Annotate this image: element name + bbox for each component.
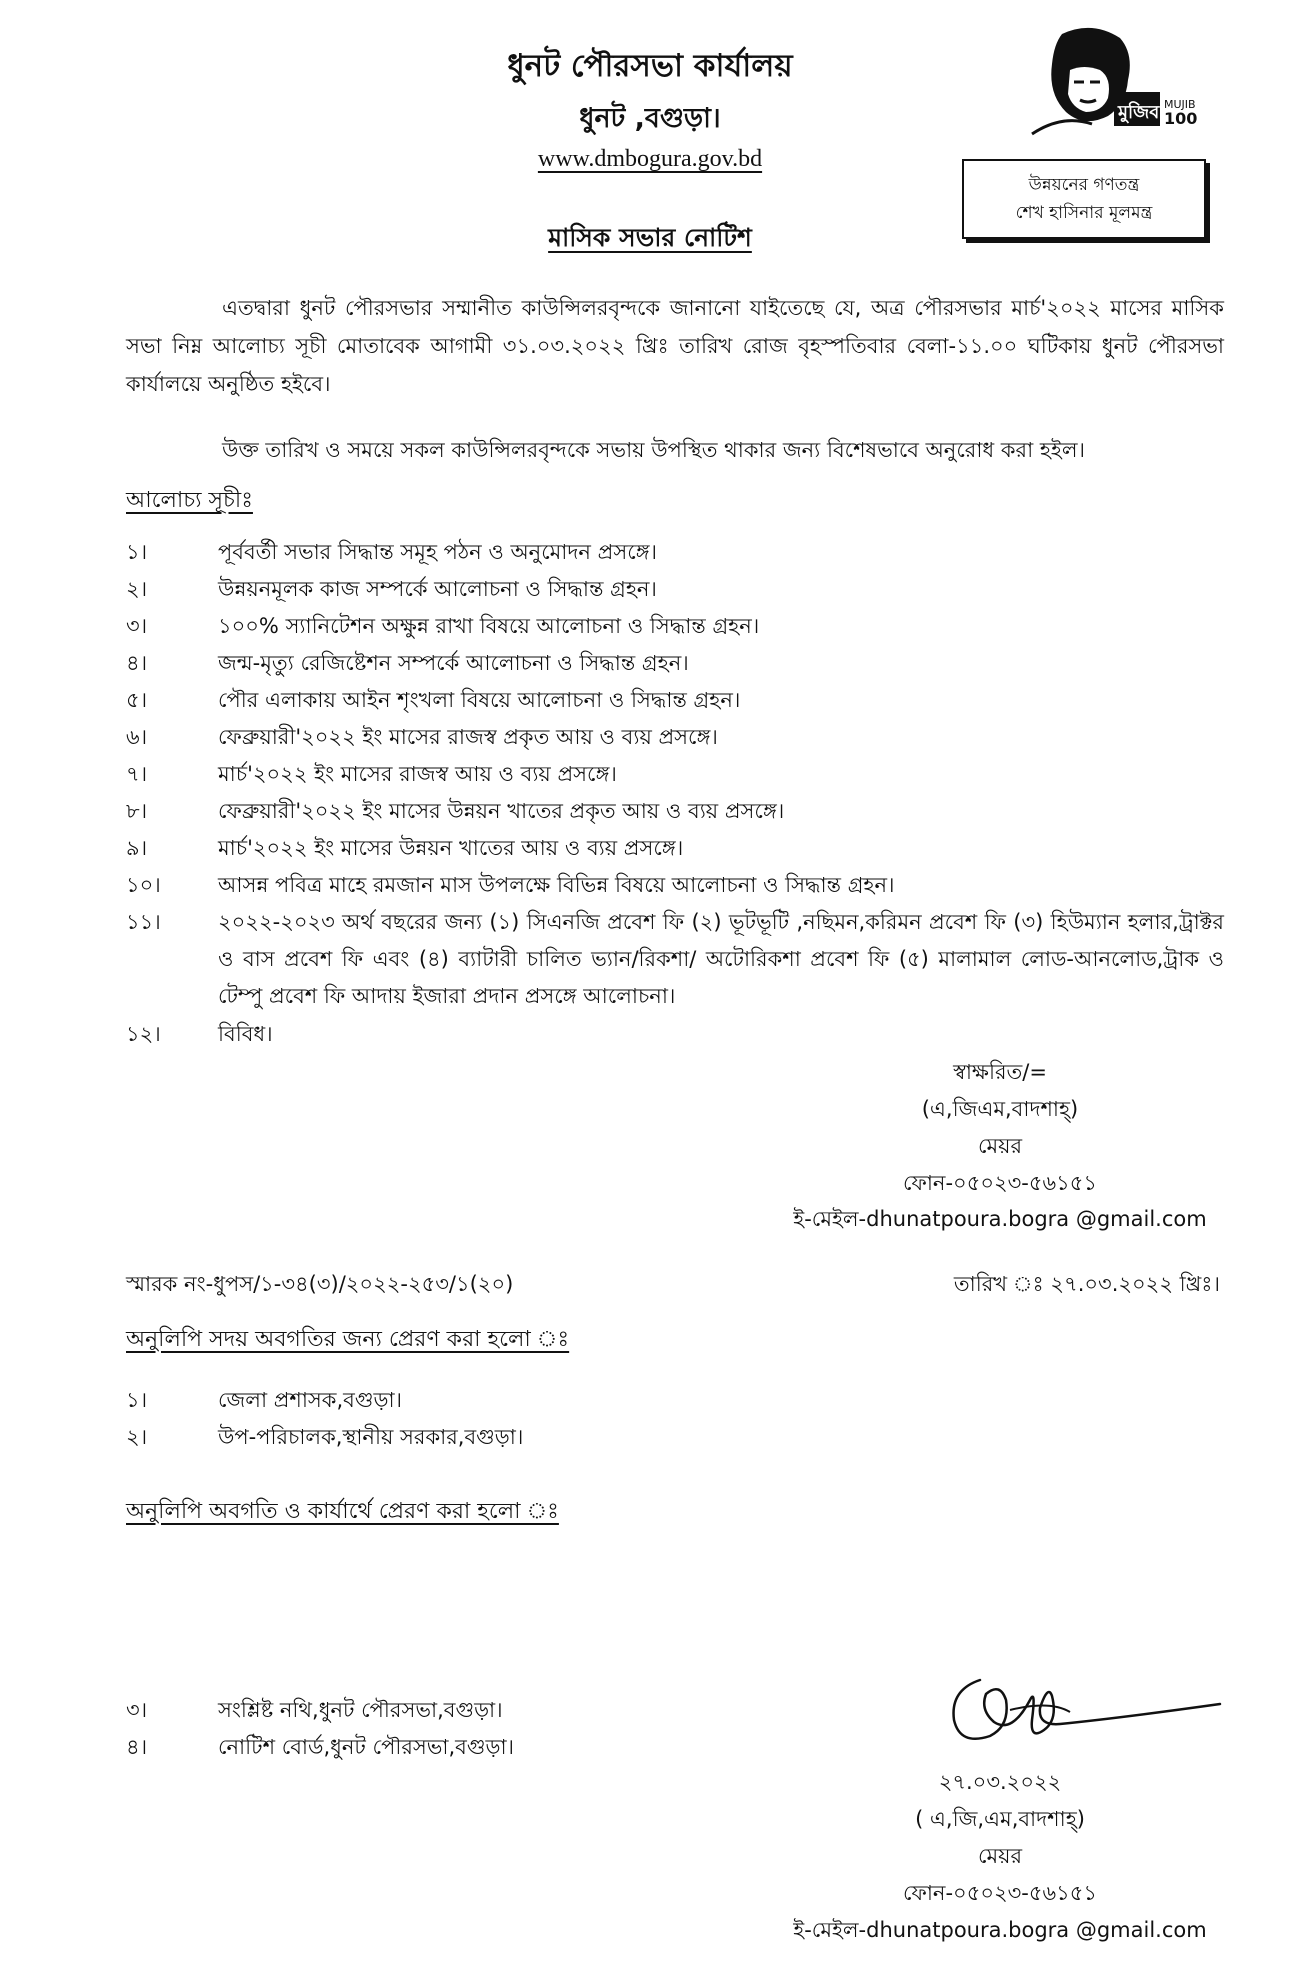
mujib-borsho-logo-icon bbox=[1022, 24, 1198, 142]
handwritten-signature bbox=[940, 1660, 1230, 1756]
agenda-heading: আলোচ্য সূচীঃ bbox=[126, 488, 253, 513]
svg-text:100: 100 bbox=[1164, 109, 1198, 128]
mayor-title: মেয়র bbox=[977, 1134, 1023, 1158]
svg-text:মুজিব: মুজিব bbox=[1118, 102, 1160, 123]
mayor-email-2[interactable]: ই-মেইল-dhunatpoura.bogra @gmail.com bbox=[793, 1918, 1207, 1942]
notice-paragraph: এতদ্বারা ধুনট পৌরসভার সম্মানীত কাউন্সিলরবৃন্দকে জানানো যাইতেছে যে, অত্র পৌরসভার মার্চ'২০২২ মাসের মাসিক সভা নিম্ন আলোচ্য সূচী মোতাবেক আগামী ৩১.০৩.২০২২ খ্রিঃ তারিখ রোজ বৃহস্পতিবার বেলা-১১.০০ ঘটিকায় ধুনট পৌরসভা কার্যালয়ে অনুষ্ঠিত হইবে। bbox=[126, 296, 1224, 396]
office-title: ধুনট পৌরসভা কার্যালয় bbox=[507, 48, 793, 84]
mayor-phone: ফোন-০৫০২৩-৫৬১৫১ bbox=[902, 1171, 1098, 1195]
request-paragraph: উক্ত তারিখ ও সময়ে সকল কাউন্সিলরবৃন্দকে সভায় উপস্থিত থাকার জন্য বিশেষভাবে অনুরোধ করা হইল। bbox=[222, 438, 1085, 462]
mayor-title-2: মেয়র bbox=[977, 1844, 1023, 1868]
mayor-name-2: ( এ,জি,এম,বাদশাহ্) bbox=[915, 1807, 1085, 1831]
slogan-line-2: শেখ হাসিনার মূলমন্ত্র bbox=[1015, 203, 1153, 223]
copy-heading-info: অনুলিপি সদয় অবগতির জন্য প্রেরণ করা হলো ঃ bbox=[126, 1327, 570, 1352]
office-location: ধুনট ,বগুড়া। bbox=[579, 103, 721, 134]
copy-heading-action: অনুলিপি অবগতি ও কার্যার্থে প্রেরণ করা হলো ঃ bbox=[126, 1499, 559, 1524]
mayor-email[interactable]: ই-মেইল-dhunatpoura.bogra @gmail.com bbox=[793, 1207, 1207, 1231]
memo-date: তারিখ ঃ ২৭.০৩.২০২২ খ্রিঃ। bbox=[953, 1272, 1220, 1296]
mayor-phone-2: ফোন-০৫০২৩-৫৬১৫১ bbox=[902, 1881, 1098, 1905]
notice-title: মাসিক সভার নোটিশ bbox=[548, 223, 752, 252]
svg-text:MUJIB: MUJIB bbox=[1164, 98, 1196, 111]
slogan-box bbox=[962, 159, 1206, 239]
signed-mark: স্বাক্ষরিত/= bbox=[953, 1060, 1047, 1084]
website-link[interactable]: www.dmbogura.gov.bd bbox=[537, 146, 763, 172]
memo-number: স্মারক নং-ধুপস/১-৩৪(৩)/২০২২-২৫৩/১(২০) bbox=[126, 1272, 514, 1296]
slogan-line-1: উন্নয়নের গণতন্ত্র bbox=[1028, 175, 1140, 195]
mayor-name: (এ,জিএম,বাদশাহ্) bbox=[921, 1097, 1079, 1121]
signature-date: ২৭.০৩.২০২২ bbox=[938, 1770, 1062, 1794]
